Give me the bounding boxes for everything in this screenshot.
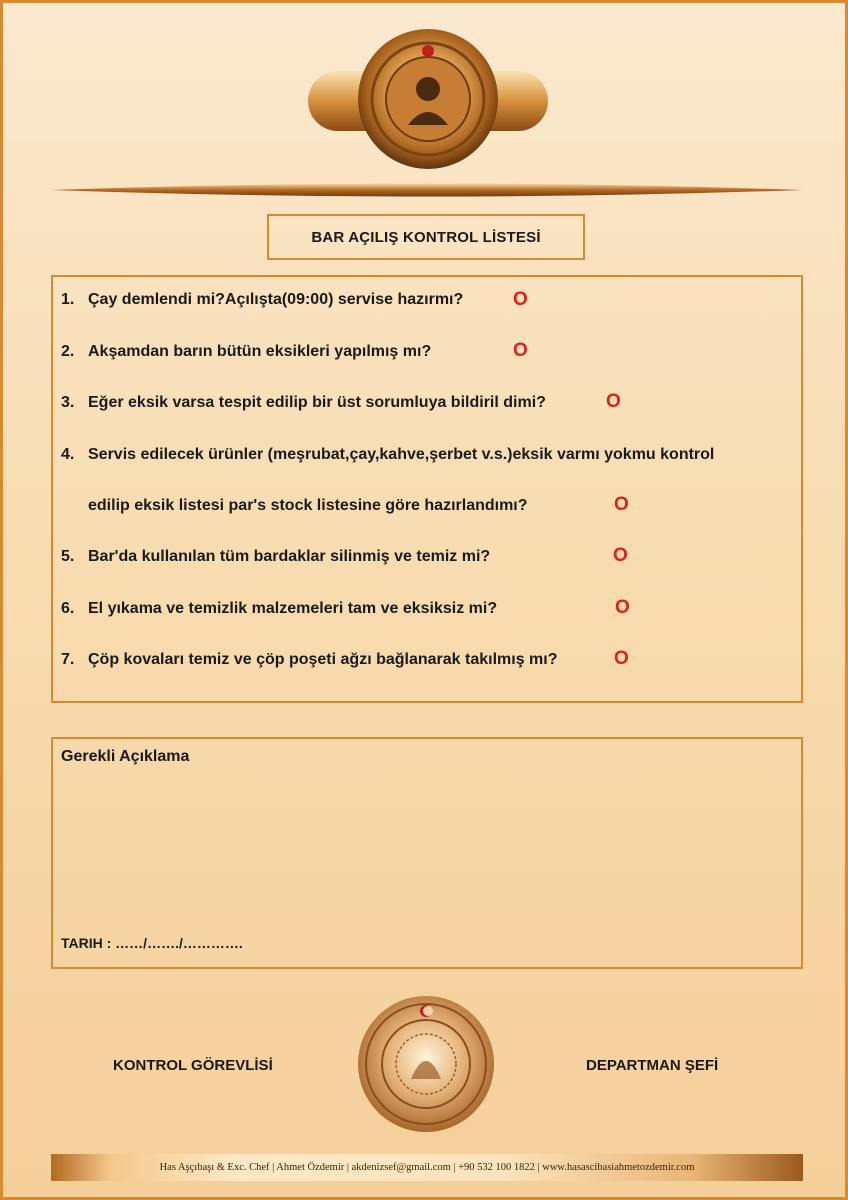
list-item [61,651,793,669]
checkbox-mark[interactable]: O [615,597,630,618]
item-text: Eğer eksik varsa tespit edilip bir üst sorumluya bildiril dimi? [88,394,546,411]
list-item-continuation [88,497,793,515]
checkbox-mark[interactable]: O [513,289,528,310]
notes-box[interactable] [51,737,803,969]
checkbox-mark[interactable]: O [606,391,621,412]
footer-banner: Has Aşçıbaşı & Exc. Chef | Ahmet Özdemir | akdenizsef@gmail.com | +90 532 100 1822 | www.hasascibasiahmetozdemir.com [51,1154,803,1181]
item-text: El yıkama ve temizlik malzemeleri tam ve eksiksiz mi? [88,600,498,617]
checkbox-mark[interactable]: O [513,340,528,361]
item-number: 5. [61,548,75,565]
notes-title: Gerekli Açıklama [61,748,190,765]
checklist-box [51,275,803,703]
page-title: BAR AÇILIŞ KONTROL LİSTESİ [267,214,585,260]
item-text: Bar'da kullanılan tüm bardaklar silinmiş ve temiz mi? [88,548,491,565]
list-item [61,600,793,618]
list-item [61,548,793,566]
divider-ornament-icon [51,181,803,199]
signature-control-officer: KONTROL GÖREVLİSİ [113,1057,273,1074]
item-number: 4. [61,446,75,463]
signature-department-head: DEPARTMAN ŞEFİ [586,1057,719,1074]
list-item [61,291,793,309]
item-text: edilip eksik listesi par's stock listesine göre hazırlandımı? [88,497,528,514]
item-number: 1. [61,291,75,308]
list-item [61,446,793,464]
item-text: Akşamdan barın bütün eksikleri yapılmış mı? [88,343,432,360]
item-number: 6. [61,600,75,617]
item-number: 7. [61,651,75,668]
checkbox-mark[interactable]: O [614,494,629,515]
checkbox-mark[interactable]: O [614,648,629,669]
list-item [61,343,793,361]
checkbox-mark[interactable]: O [613,545,628,566]
top-emblem-icon [303,21,553,181]
item-text: Servis edilecek ürünler (meşrubat,çay,kahve,şerbet v.s.)eksik varmı yokmu kontrol [88,446,715,463]
item-text: Çöp kovaları temiz ve çöp poşeti ağzı bağlanarak takılmış mı? [88,651,558,668]
item-text: Çay demlendi mi?Açılışta(09:00) servise hazırmı? [88,291,464,308]
item-number: 3. [61,394,75,411]
emblem-seal-icon [355,993,497,1135]
item-number: 2. [61,343,75,360]
list-item [61,394,793,412]
date-field[interactable]: TARIH : ……/……./…………. [61,935,243,951]
